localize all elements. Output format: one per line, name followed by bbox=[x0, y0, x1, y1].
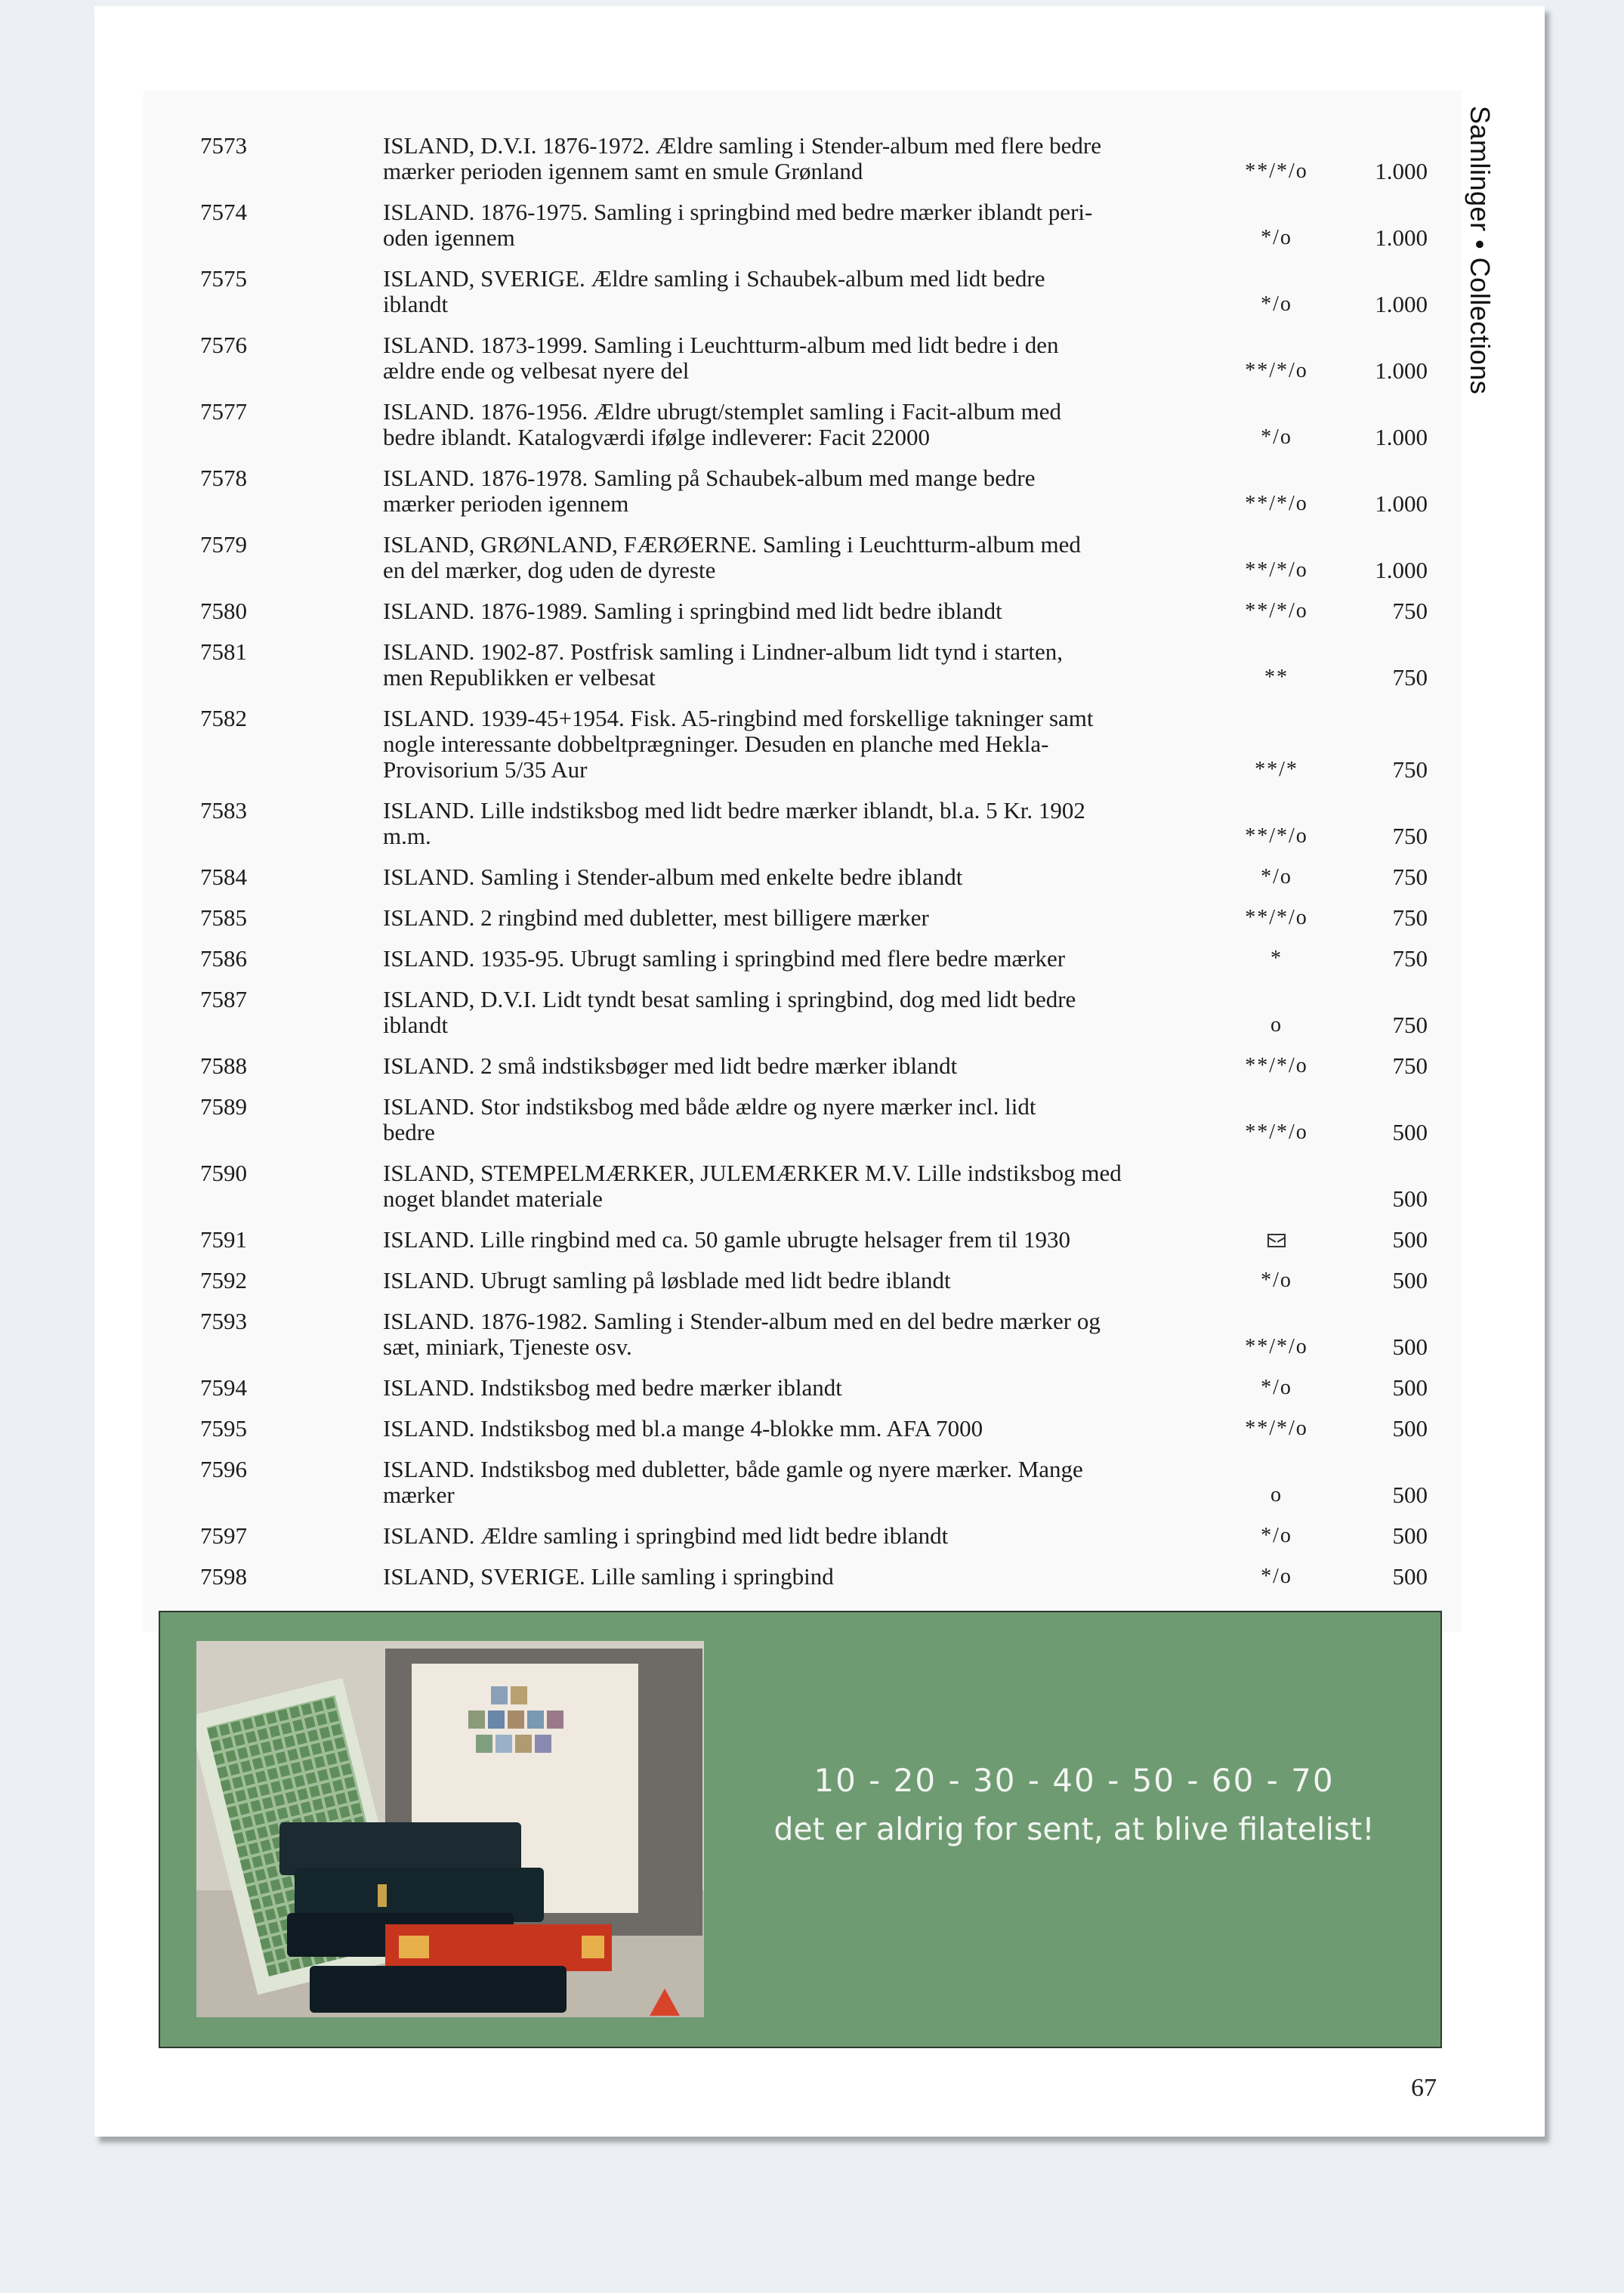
lot-number: 7578 bbox=[200, 465, 247, 491]
lot-description-line: iblandt bbox=[383, 291, 449, 317]
lot-description bbox=[383, 1457, 1221, 1508]
lot-number: 7579 bbox=[200, 531, 247, 558]
lot-price: 750 bbox=[1392, 945, 1428, 972]
ad-tagline: det er aldrig for sent, at blive filatelist! bbox=[773, 1811, 1375, 1847]
lot-description-line: ISLAND, GRØNLAND, FÆRØERNE. Samling i Leuchtturm-album med bbox=[383, 531, 1081, 558]
lot-description-line: mærker perioden igennem bbox=[383, 490, 629, 517]
lot-description bbox=[383, 798, 1221, 849]
lot-number: 7587 bbox=[200, 986, 247, 1012]
lot-price: 500 bbox=[1392, 1119, 1428, 1145]
lot-description-line: ISLAND, D.V.I. 1876-1972. Ældre samling i Stender-album med flere bedre bbox=[383, 132, 1101, 159]
lot-description-line: ISLAND. 1876-1978. Samling på Schaubek-album med mange bedre bbox=[383, 465, 1036, 491]
lot-condition: o bbox=[1270, 1013, 1283, 1037]
content-panel bbox=[144, 91, 1462, 1632]
lot-description bbox=[383, 1416, 1221, 1442]
lot-description-line: bedre bbox=[383, 1119, 435, 1145]
lot-description bbox=[383, 1523, 1221, 1549]
lot-description-line: mærker bbox=[383, 1482, 455, 1508]
lot-description bbox=[383, 133, 1221, 184]
lot-number: 7588 bbox=[200, 1052, 247, 1079]
lot-number: 7582 bbox=[200, 705, 247, 731]
lot-condition: */o bbox=[1261, 425, 1292, 449]
lot-condition: **/*/o bbox=[1245, 1054, 1308, 1077]
cover-envelope-icon bbox=[1267, 1234, 1286, 1247]
lot-description-line: ISLAND. 1876-1982. Samling i Stender-album med en del bedre mærker og bbox=[383, 1308, 1101, 1334]
lot-description bbox=[383, 399, 1221, 450]
lot-price: 1.000 bbox=[1375, 424, 1428, 450]
lot-price: 750 bbox=[1392, 864, 1428, 890]
lot-condition: **/*/o bbox=[1245, 1120, 1308, 1144]
lot-description bbox=[383, 987, 1221, 1038]
lot-description-line: ISLAND. 1935-95. Ubrugt samling i springbind med flere bedre mærker bbox=[383, 945, 1066, 972]
lot-price: 1.000 bbox=[1375, 357, 1428, 384]
ad-slogan bbox=[734, 1757, 1414, 1854]
lot-number: 7594 bbox=[200, 1374, 247, 1401]
lot-price: 500 bbox=[1392, 1415, 1428, 1442]
lot-description bbox=[383, 1309, 1221, 1360]
lot-number: 7575 bbox=[200, 265, 247, 292]
lot-number: 7592 bbox=[200, 1267, 247, 1293]
lot-price: 750 bbox=[1392, 664, 1428, 691]
lot-description bbox=[383, 1564, 1221, 1590]
lot-condition: */o bbox=[1261, 1565, 1292, 1588]
lot-condition: **/*/o bbox=[1245, 492, 1308, 515]
lot-price: 1.000 bbox=[1375, 557, 1428, 583]
lot-description-line: ISLAND. Stor indstiksbog med både ældre og nyere mærker incl. lidt bbox=[383, 1093, 1036, 1120]
lot-description bbox=[383, 905, 1221, 931]
lot-description-line: m.m. bbox=[383, 823, 431, 849]
lot-description-line: ISLAND. Lille indstiksbog med lidt bedre mærker iblandt, bl.a. 5 Kr. 1902 bbox=[383, 797, 1085, 824]
page-number: 67 bbox=[1411, 2074, 1437, 2102]
lot-price: 750 bbox=[1392, 823, 1428, 849]
lot-price: 750 bbox=[1392, 1012, 1428, 1038]
lot-description-line: ISLAND. 1939-45+1954. Fisk. A5-ringbind med forskellige takninger samt bbox=[383, 705, 1094, 731]
lot-description bbox=[383, 199, 1221, 251]
lot-number: 7597 bbox=[200, 1522, 247, 1549]
lot-description bbox=[383, 598, 1221, 624]
lot-description-line: ISLAND. 1873-1999. Samling i Leuchtturm-album med lidt bedre i den bbox=[383, 332, 1059, 358]
lot-condition bbox=[1220, 1227, 1333, 1253]
lot-description-line: ISLAND. 2 små indstiksbøger med lidt bedre mærker iblandt bbox=[383, 1052, 958, 1079]
lot-number: 7590 bbox=[200, 1160, 247, 1186]
lot-condition: * bbox=[1270, 947, 1283, 970]
lot-description bbox=[383, 639, 1221, 691]
lot-price: 1.000 bbox=[1375, 158, 1428, 184]
lot-number: 7580 bbox=[200, 598, 247, 624]
lot-condition: **/*/o bbox=[1245, 159, 1308, 183]
lot-price: 750 bbox=[1392, 756, 1428, 783]
lot-condition: **/*/o bbox=[1245, 824, 1308, 848]
lot-condition: */o bbox=[1261, 1269, 1292, 1292]
lot-description bbox=[383, 1094, 1221, 1145]
lot-description-line: ISLAND. Ældre samling i springbind med lidt bedre iblandt bbox=[383, 1522, 949, 1549]
lot-condition: **/*/o bbox=[1245, 1335, 1308, 1358]
lot-description bbox=[383, 532, 1221, 583]
lot-description-line: ISLAND, D.V.I. Lidt tyndt besat samling i springbind, dog med lidt bedre bbox=[383, 986, 1076, 1012]
lot-description-line: ISLAND. 1876-1989. Samling i springbind med lidt bedre iblandt bbox=[383, 598, 1002, 624]
lot-price: 750 bbox=[1392, 1052, 1428, 1079]
lot-description-line: men Republikken er velbesat bbox=[383, 664, 656, 691]
lot-number: 7586 bbox=[200, 945, 247, 972]
lot-description bbox=[383, 1160, 1221, 1212]
lot-description-line: noget blandet materiale bbox=[383, 1185, 603, 1212]
lot-description-line: ISLAND. 1876-1975. Samling i springbind med bedre mærker iblandt peri- bbox=[383, 199, 1093, 225]
lot-condition: */o bbox=[1261, 226, 1292, 249]
lot-number: 7574 bbox=[200, 199, 247, 225]
lot-number: 7585 bbox=[200, 904, 247, 931]
lot-condition: **/* bbox=[1255, 758, 1298, 781]
lot-number: 7583 bbox=[200, 797, 247, 824]
lot-condition: **/*/o bbox=[1245, 599, 1308, 623]
lot-condition: o bbox=[1270, 1483, 1283, 1507]
ad-decades-line: 10 - 20 - 30 - 40 - 50 - 60 - 70 bbox=[814, 1762, 1335, 1799]
stamp-albums-photo bbox=[196, 1641, 704, 2017]
lot-description-line: mærker perioden igennem samt en smule Grønland bbox=[383, 158, 863, 184]
lot-description bbox=[383, 332, 1221, 384]
lot-price: 500 bbox=[1392, 1185, 1428, 1212]
lot-price: 750 bbox=[1392, 904, 1428, 931]
lot-description-line: ISLAND, SVERIGE. Lille samling i springbind bbox=[383, 1563, 834, 1590]
lot-price: 500 bbox=[1392, 1333, 1428, 1360]
lot-description bbox=[383, 946, 1221, 972]
lot-price: 500 bbox=[1392, 1267, 1428, 1293]
lot-description-line: ISLAND. Indstiksbog med bedre mærker iblandt bbox=[383, 1374, 842, 1401]
lot-description-line: ISLAND. 2 ringbind med dubletter, mest billigere mærker bbox=[383, 904, 929, 931]
lot-description-line: ISLAND. Samling i Stender-album med enkelte bedre iblandt bbox=[383, 864, 963, 890]
lot-description-line: bedre iblandt. Katalogværdi ifølge indleverer: Facit 22000 bbox=[383, 424, 930, 450]
lot-condition: **/*/o bbox=[1245, 1417, 1308, 1440]
lot-condition: */o bbox=[1261, 1524, 1292, 1547]
lot-number: 7576 bbox=[200, 332, 247, 358]
lot-price: 1.000 bbox=[1375, 291, 1428, 317]
lot-number: 7595 bbox=[200, 1415, 247, 1442]
lot-number: 7577 bbox=[200, 398, 247, 425]
lot-price: 1.000 bbox=[1375, 490, 1428, 517]
lot-condition: */o bbox=[1261, 865, 1292, 888]
lot-number: 7591 bbox=[200, 1226, 247, 1253]
lot-price: 500 bbox=[1392, 1482, 1428, 1508]
lot-condition: */o bbox=[1261, 292, 1292, 316]
lot-number: 7589 bbox=[200, 1093, 247, 1120]
lot-description bbox=[383, 1053, 1221, 1079]
lot-description-line: en del mærker, dog uden de dyreste bbox=[383, 557, 716, 583]
lot-description bbox=[383, 1268, 1221, 1293]
lot-number: 7584 bbox=[200, 864, 247, 890]
lot-price: 500 bbox=[1392, 1563, 1428, 1590]
lot-description bbox=[383, 1375, 1221, 1401]
lot-condition: */o bbox=[1261, 1376, 1292, 1399]
lot-description bbox=[383, 1227, 1221, 1253]
lot-number: 7593 bbox=[200, 1308, 247, 1334]
lot-condition: **/*/o bbox=[1245, 906, 1308, 929]
lot-description-line: sæt, miniark, Tjeneste osv. bbox=[383, 1333, 632, 1360]
lot-number: 7581 bbox=[200, 638, 247, 665]
lot-description-line: ISLAND, STEMPELMÆRKER, JULEMÆRKER M.V. Lille indstiksbog med bbox=[383, 1160, 1122, 1186]
lot-price: 500 bbox=[1392, 1522, 1428, 1549]
lot-number: 7596 bbox=[200, 1456, 247, 1482]
lot-price: 1.000 bbox=[1375, 224, 1428, 251]
lot-number: 7598 bbox=[200, 1563, 247, 1590]
lot-description-line: ISLAND. 1902-87. Postfrisk samling i Lindner-album lidt tynd i starten, bbox=[383, 638, 1064, 665]
lot-price: 500 bbox=[1392, 1374, 1428, 1401]
lot-description-line: ISLAND, SVERIGE. Ældre samling i Schaubek-album med lidt bedre bbox=[383, 265, 1045, 292]
lot-description-line: Provisorium 5/35 Aur bbox=[383, 756, 588, 783]
lot-price: 750 bbox=[1392, 598, 1428, 624]
lot-description-line: iblandt bbox=[383, 1012, 449, 1038]
lot-description bbox=[383, 266, 1221, 317]
lot-description bbox=[383, 864, 1221, 890]
lot-description-line: ISLAND. Ubrugt samling på løsblade med lidt bedre iblandt bbox=[383, 1267, 951, 1293]
lot-condition: **/*/o bbox=[1245, 558, 1308, 582]
lot-condition: ** bbox=[1264, 666, 1289, 689]
lot-description-line: nogle interessante dobbeltprægninger. Desuden en planche med Hekla- bbox=[383, 731, 1049, 757]
lot-description-line: oden igennem bbox=[383, 224, 515, 251]
advertisement-banner bbox=[159, 1611, 1442, 2048]
lot-description-line: ISLAND. Lille ringbind med ca. 50 gamle ubrugte helsager frem til 1930 bbox=[383, 1226, 1070, 1253]
lot-description-line: ISLAND. Indstiksbog med bl.a mange 4-blokke mm. AFA 7000 bbox=[383, 1415, 983, 1442]
lot-description bbox=[383, 706, 1221, 783]
lot-condition: **/*/o bbox=[1245, 359, 1308, 382]
lot-description-line: ISLAND. Indstiksbog med dubletter, både gamle og nyere mærker. Mange bbox=[383, 1456, 1083, 1482]
lot-description bbox=[383, 465, 1221, 517]
lot-description-line: ældre ende og velbesat nyere del bbox=[383, 357, 690, 384]
lot-price: 500 bbox=[1392, 1226, 1428, 1253]
lot-number: 7573 bbox=[200, 132, 247, 159]
lot-description-line: ISLAND. 1876-1956. Ældre ubrugt/stemplet samling i Facit-album med bbox=[383, 398, 1062, 425]
section-side-title: Samlinger • Collections bbox=[1465, 106, 1496, 395]
